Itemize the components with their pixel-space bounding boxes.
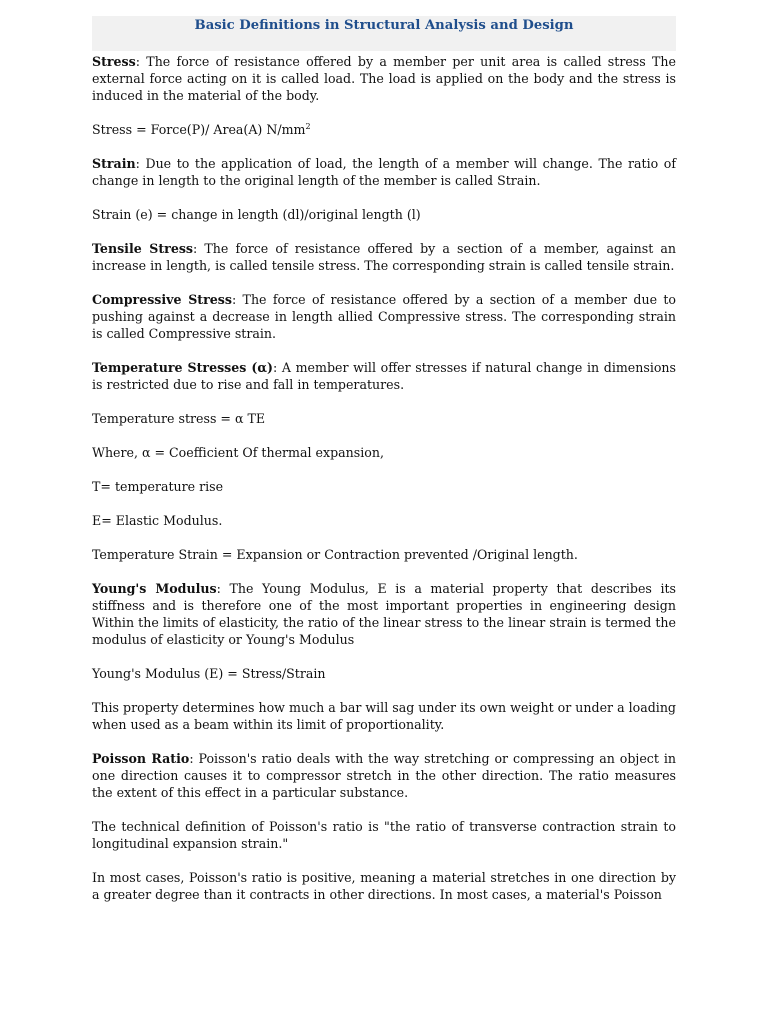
paragraph-most-cases: In most cases, Poisson's ratio is positive, meaning a material stretches in one direction by a greater degree than it contracts in other directions. In most cases, a material's Poisson: [92, 870, 676, 902]
paragraph-compressive-stress: [92, 291, 676, 342]
paragraph-poisson-ratio: [92, 750, 676, 801]
text-tensile-stress: : The force of resistance offered by a section of a member, against an increase in length, is called tensile stress. The corresponding strain is called tensile strain.: [92, 241, 676, 273]
formula-youngs-modulus: Young's Modulus (E) = Stress/Strain: [92, 666, 326, 681]
term-tensile-stress: Tensile Stress: [92, 241, 194, 256]
paragraph-technical-definition: The technical definition of Poisson's ratio is "the ratio of transverse contraction strain to longitudinal expansion strain.": [92, 819, 676, 851]
formula-stress-exponent: 2: [305, 122, 311, 131]
text-youngs-modulus: : The Young Modulus, E is a material property that describes its stiffness and is therefore one of the most important properties in engineering design Within the limits of elasticity, the ratio of the linear stress to the linear strain is termed the modulus of elasticity or Young's Modulus: [92, 581, 677, 647]
term-strain: Strain: [92, 156, 136, 171]
paragraph-strain: [92, 155, 676, 189]
paragraph-tensile-stress: [92, 240, 676, 274]
text-stress: : The force of resistance offered by a member per unit area is called stress The external force acting on it is called load. The load is applied on the body and the stress is induced in the material of the body.: [92, 54, 676, 103]
formula-stress: [92, 121, 676, 138]
formula-temperature-strain: Temperature Strain = Expansion or Contraction prevented /Original length.: [92, 547, 578, 562]
text-temperature-stresses: : A member will offer stresses if natural change in dimensions is restricted due to rise and fall in temperatures.: [92, 360, 677, 392]
formula-strain: Strain (e) = change in length (dl)/original length (l): [92, 207, 421, 222]
temperature-e: E= Elastic Modulus.: [92, 513, 223, 528]
term-poisson-ratio: Poisson Ratio: [92, 751, 190, 766]
text-strain: : Due to the application of load, the length of a member will change. The ratio of change in length to the original length of the member is called Strain.: [92, 156, 676, 188]
term-temperature-stresses: Temperature Stresses (α): [92, 360, 273, 375]
formula-temperature-stress: Temperature stress = α TE: [92, 411, 266, 426]
paragraph-youngs-modulus: [92, 580, 676, 648]
term-compressive-stress: Compressive Stress: [92, 292, 232, 307]
title-bar: [92, 16, 676, 51]
document-title: Basic Definitions in Structural Analysis and Design: [194, 18, 574, 33]
paragraph-stress: [92, 53, 676, 104]
paragraph-temperature-stresses: [92, 359, 676, 393]
term-stress: Stress: [92, 54, 136, 69]
paragraph-property: This property determines how much a bar will sag under its own weight or under a loading when used as a beam within its limit of proportionality.: [92, 700, 676, 732]
text-compressive-stress: : The force of resistance offered by a section of a member due to pushing against a decrease in length allied Compressive stress. The corresponding strain is called Compressive strain.: [92, 292, 677, 341]
term-youngs-modulus: Young's Modulus: [92, 581, 217, 596]
temperature-t: T= temperature rise: [92, 479, 224, 494]
text-poisson-ratio: : Poisson's ratio deals with the way stretching or compressing an object in one direction causes it to compressor stretch in the other direction. The ratio measures the extent of this effect in a particular substance.: [92, 751, 676, 800]
document-page: [92, 16, 676, 920]
formula-stress-text: Stress = Force(P)/ Area(A) N/mm: [92, 122, 306, 137]
temperature-where: Where, α = Coefficient Of thermal expansion,: [92, 445, 384, 460]
